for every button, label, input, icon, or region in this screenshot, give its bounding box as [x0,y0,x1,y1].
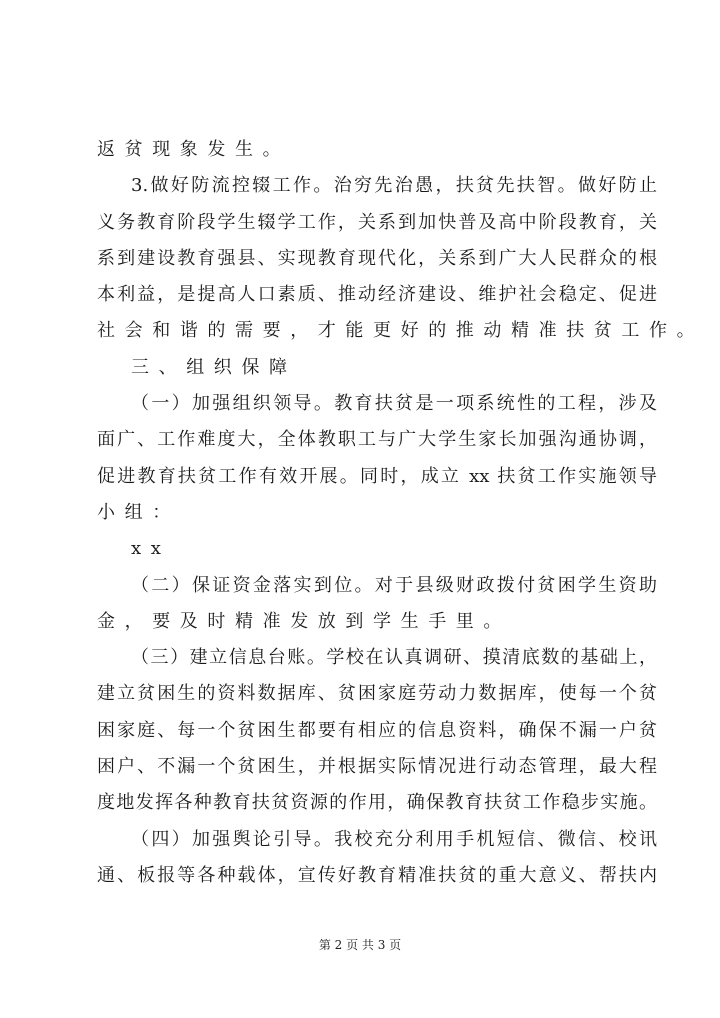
text-line: （一）加强组织领导。教育扶贫是一项系统性的工程，涉及 [131,393,657,415]
text-line: 义务教育阶段学生辍学工作，关系到加快普及高中阶段教育，关 [97,211,657,233]
text-line: 返贫现象发生。 [97,139,291,160]
text-line: 通、板报等各种载体，宣传好教育精准扶贫的重大意义、帮扶内 [97,864,657,886]
text-line: （三）建立信息台账。学校在认真调研、摸清底数的基础上， [131,647,657,669]
text-line: 困户、不漏一个贫困生，并根据实际情况进行动态管理，最大程 [97,756,657,778]
text-line: 系到建设教育强县、实现教育现代化，关系到广大人民群众的根 [97,247,657,269]
text-line: xx [131,538,171,560]
text-line: 金，要及时精准发放到学生手里。 [97,610,511,632]
text-line: 建立贫困生的资料数据库、贫困家庭劳动力数据库，使每一个贫 [97,683,657,705]
text-line: 小组： [97,501,180,523]
text-line: 促进教育扶贫工作有效开展。同时，成立 xx 扶贫工作实施领导 [97,465,657,487]
section-heading: 三、组织保障 [131,356,297,378]
text-line: 本利益，是提高人口素质、推动经济建设、维护社会稳定、促进 [97,284,657,306]
text-line: 度地发挥各种教育扶贫资源的作用，确保教育扶贫工作稳步实施。 [97,792,657,814]
text-line: 困家庭、每一个贫困生都要有相应的信息资料，确保不漏一户贫 [97,719,657,741]
text-line: （四）加强舆论引导。我校充分利用手机短信、微信、校讯 [131,828,657,850]
text-line: 社会和谐的需要，才能更好的推动精准扶贫工作。 [97,320,705,342]
text-line: 面广、工作难度大，全体教职工与广大学生家长加强沟通协调， [97,429,657,451]
document-body [97,132,705,894]
text-line: 3.做好防流控辍工作。治穷先治愚，扶贫先扶智。做好防止 [131,175,657,197]
text-line: （二）保证资金落实到位。对于县级财政拨付贫困学生资助 [131,574,657,596]
page-footer: 第 2 页 共 3 页 [318,938,402,952]
